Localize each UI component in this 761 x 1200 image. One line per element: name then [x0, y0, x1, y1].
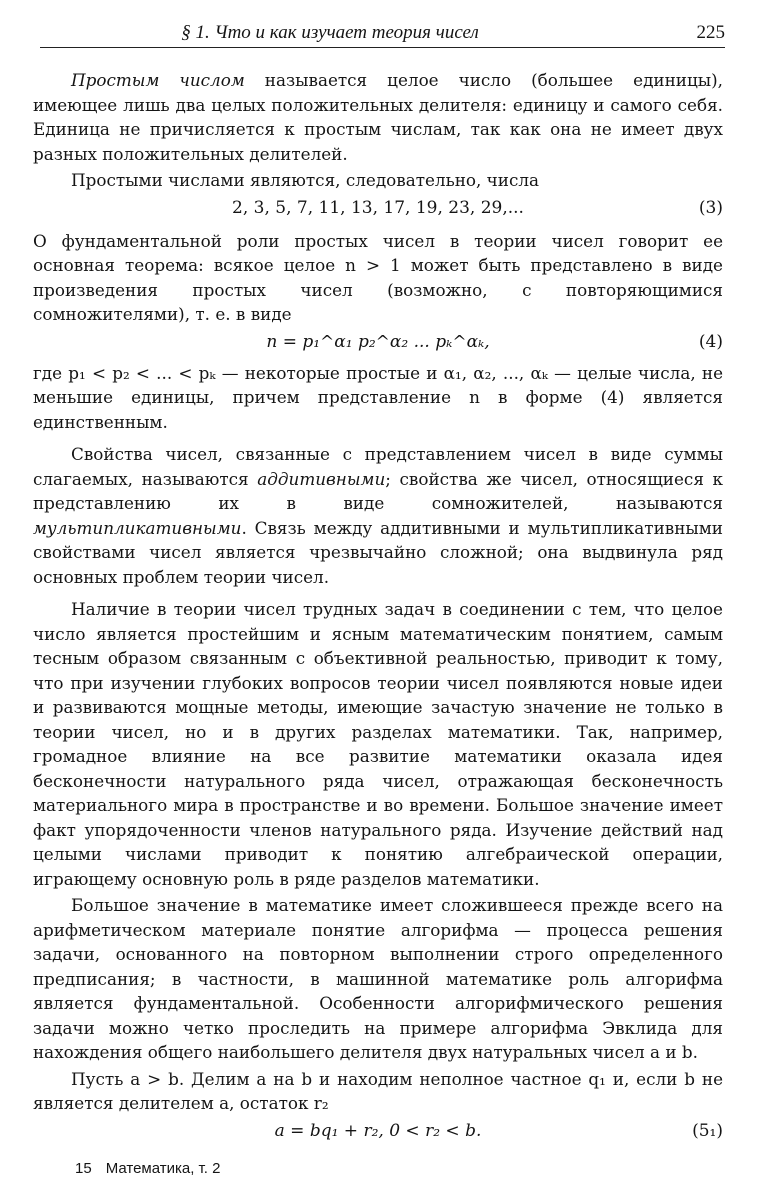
term-additive: аддитивными: [257, 468, 386, 489]
equation-5-1: [33, 1116, 723, 1150]
equation-3: [33, 193, 723, 227]
body-text: [33, 68, 723, 1150]
paragraph-text: называется целое число (большее единицы), имеющее лишь два целых положительных делителя: единицу и самого себя. Единица не причисляется к простым числам, так как она не имеет двух разных положительных делителей.: [33, 70, 723, 164]
equation-4-number: (4): [698, 331, 723, 352]
paragraph-prime-definition: [33, 68, 723, 166]
book-title: Математика, т. 2: [105, 1160, 221, 1177]
equation-4-content: n = p₁^α₁ p₂^α₂ ... pₖ^αₖ,: [266, 331, 490, 352]
page-number: 225: [696, 22, 725, 43]
paragraph-hard-problems: Наличие в теории чисел трудных задач в соединении с тем, что целое число является простейшим и ясным математическим понятием, самым тесным образом связанным с объективной реальностью, приводит к тому, что при изучении глубоких вопросов теории чисел появляются новые идеи и развиваются мощные методы, имеющие зачастую значение не только в теории чисел, но и в других разделах математики. Так, например, громадное влияние на все развитие математики оказала идея бесконечности натурального ряда чисел, отражающая бесконечность материального мира в пространстве и во времени. Большое значение имеет факт упорядоченности членов натурального ряда. Изучение действий над целыми числами приводит к понятию алгебраической операции, играющему основную роль в ряде разделов математики.: [33, 599, 723, 889]
equation-4: [33, 327, 723, 361]
equation-5-1-number: (5₁): [692, 1120, 723, 1141]
paragraph-algorithm: Большое значение в математике имеет сложившееся прежде всего на арифметическом материале понятие алгорифма — процесса решения задачи, основанного на повторном выполнении строго определенного предписания; в частности, в машинной математике роль алгорифма является фундаментальной. Особенности алгорифмического решения задачи можно четко проследить на примере алгорифма Эвклида для нахождения общего наибольшего делителя двух натуральных чисел a и b.: [33, 895, 723, 1062]
signature-number: 15: [75, 1160, 92, 1177]
paragraph-additive-multiplicative: [33, 442, 723, 589]
paragraph-primes-list-intro: Простыми числами являются, следовательно, числа: [71, 170, 540, 190]
equation-3-number: (3): [698, 197, 723, 218]
equation-3-content: 2, 3, 5, 7, 11, 13, 17, 19, 23, 29,...: [232, 197, 524, 218]
term-prime-number: Простым числом: [71, 70, 245, 90]
printer-signature: [75, 1160, 234, 1177]
equation-5-1-content: a = bq₁ + r₂, 0 < r₂ < b.: [274, 1120, 482, 1141]
header-title: § 1. Что и как изучает теория чисел: [181, 22, 479, 43]
paragraph-euclid-step: Пусть a > b. Делим a на b и находим неполное частное q₁ и, если b не является делителем a, остаток r₂: [33, 1068, 723, 1113]
header-rule: [40, 47, 725, 48]
paragraph-text: Свойства чисел, связанные с представлением чисел в виде суммы слагаемых, называются: [33, 444, 723, 489]
term-multiplicative: мультипликативными: [33, 517, 242, 538]
running-header: [40, 18, 725, 48]
paragraph-uniqueness: где p₁ < p₂ < ... < pₖ — некоторые простые и α₁, α₂, ..., αₖ — целые числа, не меньшие единицы, причем представление n в форме (4) является единственным.: [33, 362, 723, 432]
paragraph-text: . Связь между аддитивными и мультипликативными свойствами чисел является чрезвычайно сложной; она выдвинула ряд основных проблем теории чисел.: [33, 517, 723, 587]
paragraph-text: ; свойства же чисел, относящиеся к представлению их в виде сомножителей, называются: [33, 468, 723, 513]
paragraph-fundamental-theorem: О фундаментальной роли простых чисел в теории чисел говорит ее основная теорема: всякое целое n > 1 может быть представлено в виде произведения простых чисел (возможно, с повторяющимися сомножителями), т. е. в виде: [33, 230, 723, 324]
